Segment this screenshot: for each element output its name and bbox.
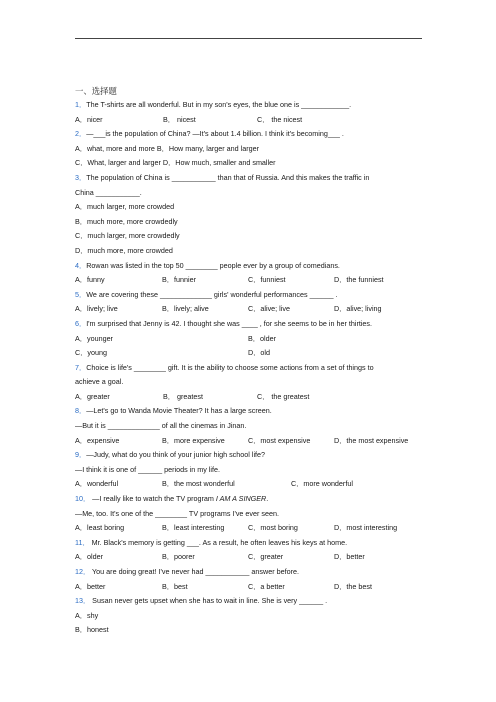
options-line: A．what, more and more B．How many, larger and larger [75,143,260,153]
option-a: A．younger [75,333,113,343]
question-text-end: . [266,494,269,504]
document-body [75,84,430,638]
question-number: 5． [75,289,87,299]
question-text-continued: achieve a goal. [75,377,124,387]
option-c: C． the greatest [257,391,310,401]
option-c: C．funniest [248,275,286,285]
option-c: C．much larger, more crowdedly [75,231,180,241]
question-number: 13． [75,596,91,606]
question-text: Rowan was listed in the top 50 ________ people ever by a group of comedians. [86,260,340,270]
option-a: A．expensive [75,435,120,445]
option-b: B．the most wonderful [162,479,235,489]
option-d: D．alive; living [334,304,382,314]
option-b: B．much more, more crowdedly [75,216,178,226]
option-d: D．most interesting [334,523,398,533]
option-b: B． greatest [163,391,203,401]
option-b: B．older [248,333,276,343]
question-number: 3． [75,172,87,182]
options-row [75,332,430,347]
question-12 [75,565,430,580]
option-a: A．older [75,552,103,562]
option-d: D．better [334,552,365,562]
option-a: A．shy [75,610,99,620]
options-row [75,521,430,536]
option-d: D．the most expensive [334,435,409,445]
options-row [75,580,430,595]
question-text: We are covering these _____________ girls' wonderful performances ______ . [86,289,338,299]
question-text: The T-shirts are all wonderful. But in my son's eyes, the blue one is ____________. [86,100,352,109]
option-b: B．best [162,581,188,591]
option-b: B．honest [75,625,109,635]
question-text: You are doing great! I've never had ___________ answer before. [90,567,299,576]
question-text: Choice is life's ________ gift. It is the ability to choose some actions from a set of things to [86,362,374,372]
option-b: B．funnier [162,275,196,285]
program-title: I AM A SINGER [215,494,267,504]
option-a: A．lively; live [75,304,118,314]
option-d: D．old [248,348,270,358]
question-number: 10． [75,494,91,504]
question-10 [75,492,430,507]
question-number: 8． [75,406,87,416]
option-c: C．alive; live [248,304,290,314]
option-d: D．much more, more crowded [75,245,173,255]
options-row [75,390,430,405]
question-text: —___is the population of China? —It's about 1.4 billion. I think it's becoming___ . [86,129,344,139]
question-number: 7． [75,362,87,372]
question-text: I'm surprised that Jenny is 42. I thought she was ____ , for she seems to be in her thirties. [86,318,373,328]
option-c: C．most expensive [248,435,311,445]
question-text: Mr. Black's memory is getting ___. As a result, he often leaves his keys at home. [89,537,348,547]
question-1 [75,98,430,113]
question-number: 2． [75,129,87,139]
question-13 [75,594,430,609]
option-a: A．better [75,581,106,591]
question-text: —Judy, what do you think of your junior high school life? [86,450,266,460]
options-row [75,302,430,317]
option-b: B．least interesting [162,523,225,533]
option-a: A．funny [75,275,105,285]
question-number: 9． [75,450,87,460]
option-b: B．lively; alive [162,304,209,314]
option-b: B．poorer [162,552,195,562]
option-c: C．more wonderful [291,479,353,489]
option-b: B． nicest [163,114,196,124]
question-4 [75,259,430,274]
question-number: 4． [75,260,87,270]
option-c: C．a better [248,581,285,591]
question-number: 6． [75,318,87,328]
option-c: C．greater [248,552,284,562]
option-a: A．wonderful [75,479,119,489]
question-text-continued: —But it is _____________ of all the cinemas in Jinan. [75,421,247,431]
question-5 [75,288,430,303]
option-a: A．greater [75,391,110,401]
option-a: A．nicer [75,114,103,124]
question-text-continued: China ___________. [75,187,142,197]
options-row [75,113,430,128]
option-a: A．much larger, more crowded [75,202,175,212]
question-6 [75,317,430,332]
question-7 [75,361,430,376]
options-row [75,550,430,565]
question-text-continued: —I think it is one of ______ periods in my life. [75,464,221,474]
header-rule [75,38,422,39]
option-c: C．most boring [248,523,298,533]
options-row [75,477,430,492]
question-number: 1． [75,100,87,109]
question-3 [75,171,430,186]
question-11 [75,536,430,551]
option-b: B．more expensive [162,435,225,445]
options-row [75,346,430,361]
options-row [75,434,430,449]
section-title: 一、选择题 [75,86,117,96]
option-c: C． the nicest [257,114,303,124]
question-number: 11． [75,537,90,547]
option-d: D．the funniest [334,275,384,285]
option-d: D．the best [334,581,372,591]
question-9 [75,448,430,463]
question-text: —I really like to watch the TV program [90,494,216,504]
options-line: C．What, larger and larger D．How much, smaller and smaller [75,158,276,168]
question-text: —Let's go to Wanda Movie Theater? It has a large screen. [86,406,272,416]
question-text-continued: —Me, too. It's one of the ________ TV programs I've ever seen. [75,508,279,518]
option-c: C．young [75,348,107,358]
question-text: The population of China is ___________ than that of Russia. And this makes the traffic in [86,172,370,182]
option-a: A．least boring [75,523,125,533]
options-row [75,273,430,288]
question-text: Susan never gets upset when she has to wait in line. She is very ______ . [90,596,328,606]
question-2 [75,127,430,142]
question-8 [75,404,430,419]
question-number: 12． [75,567,91,576]
